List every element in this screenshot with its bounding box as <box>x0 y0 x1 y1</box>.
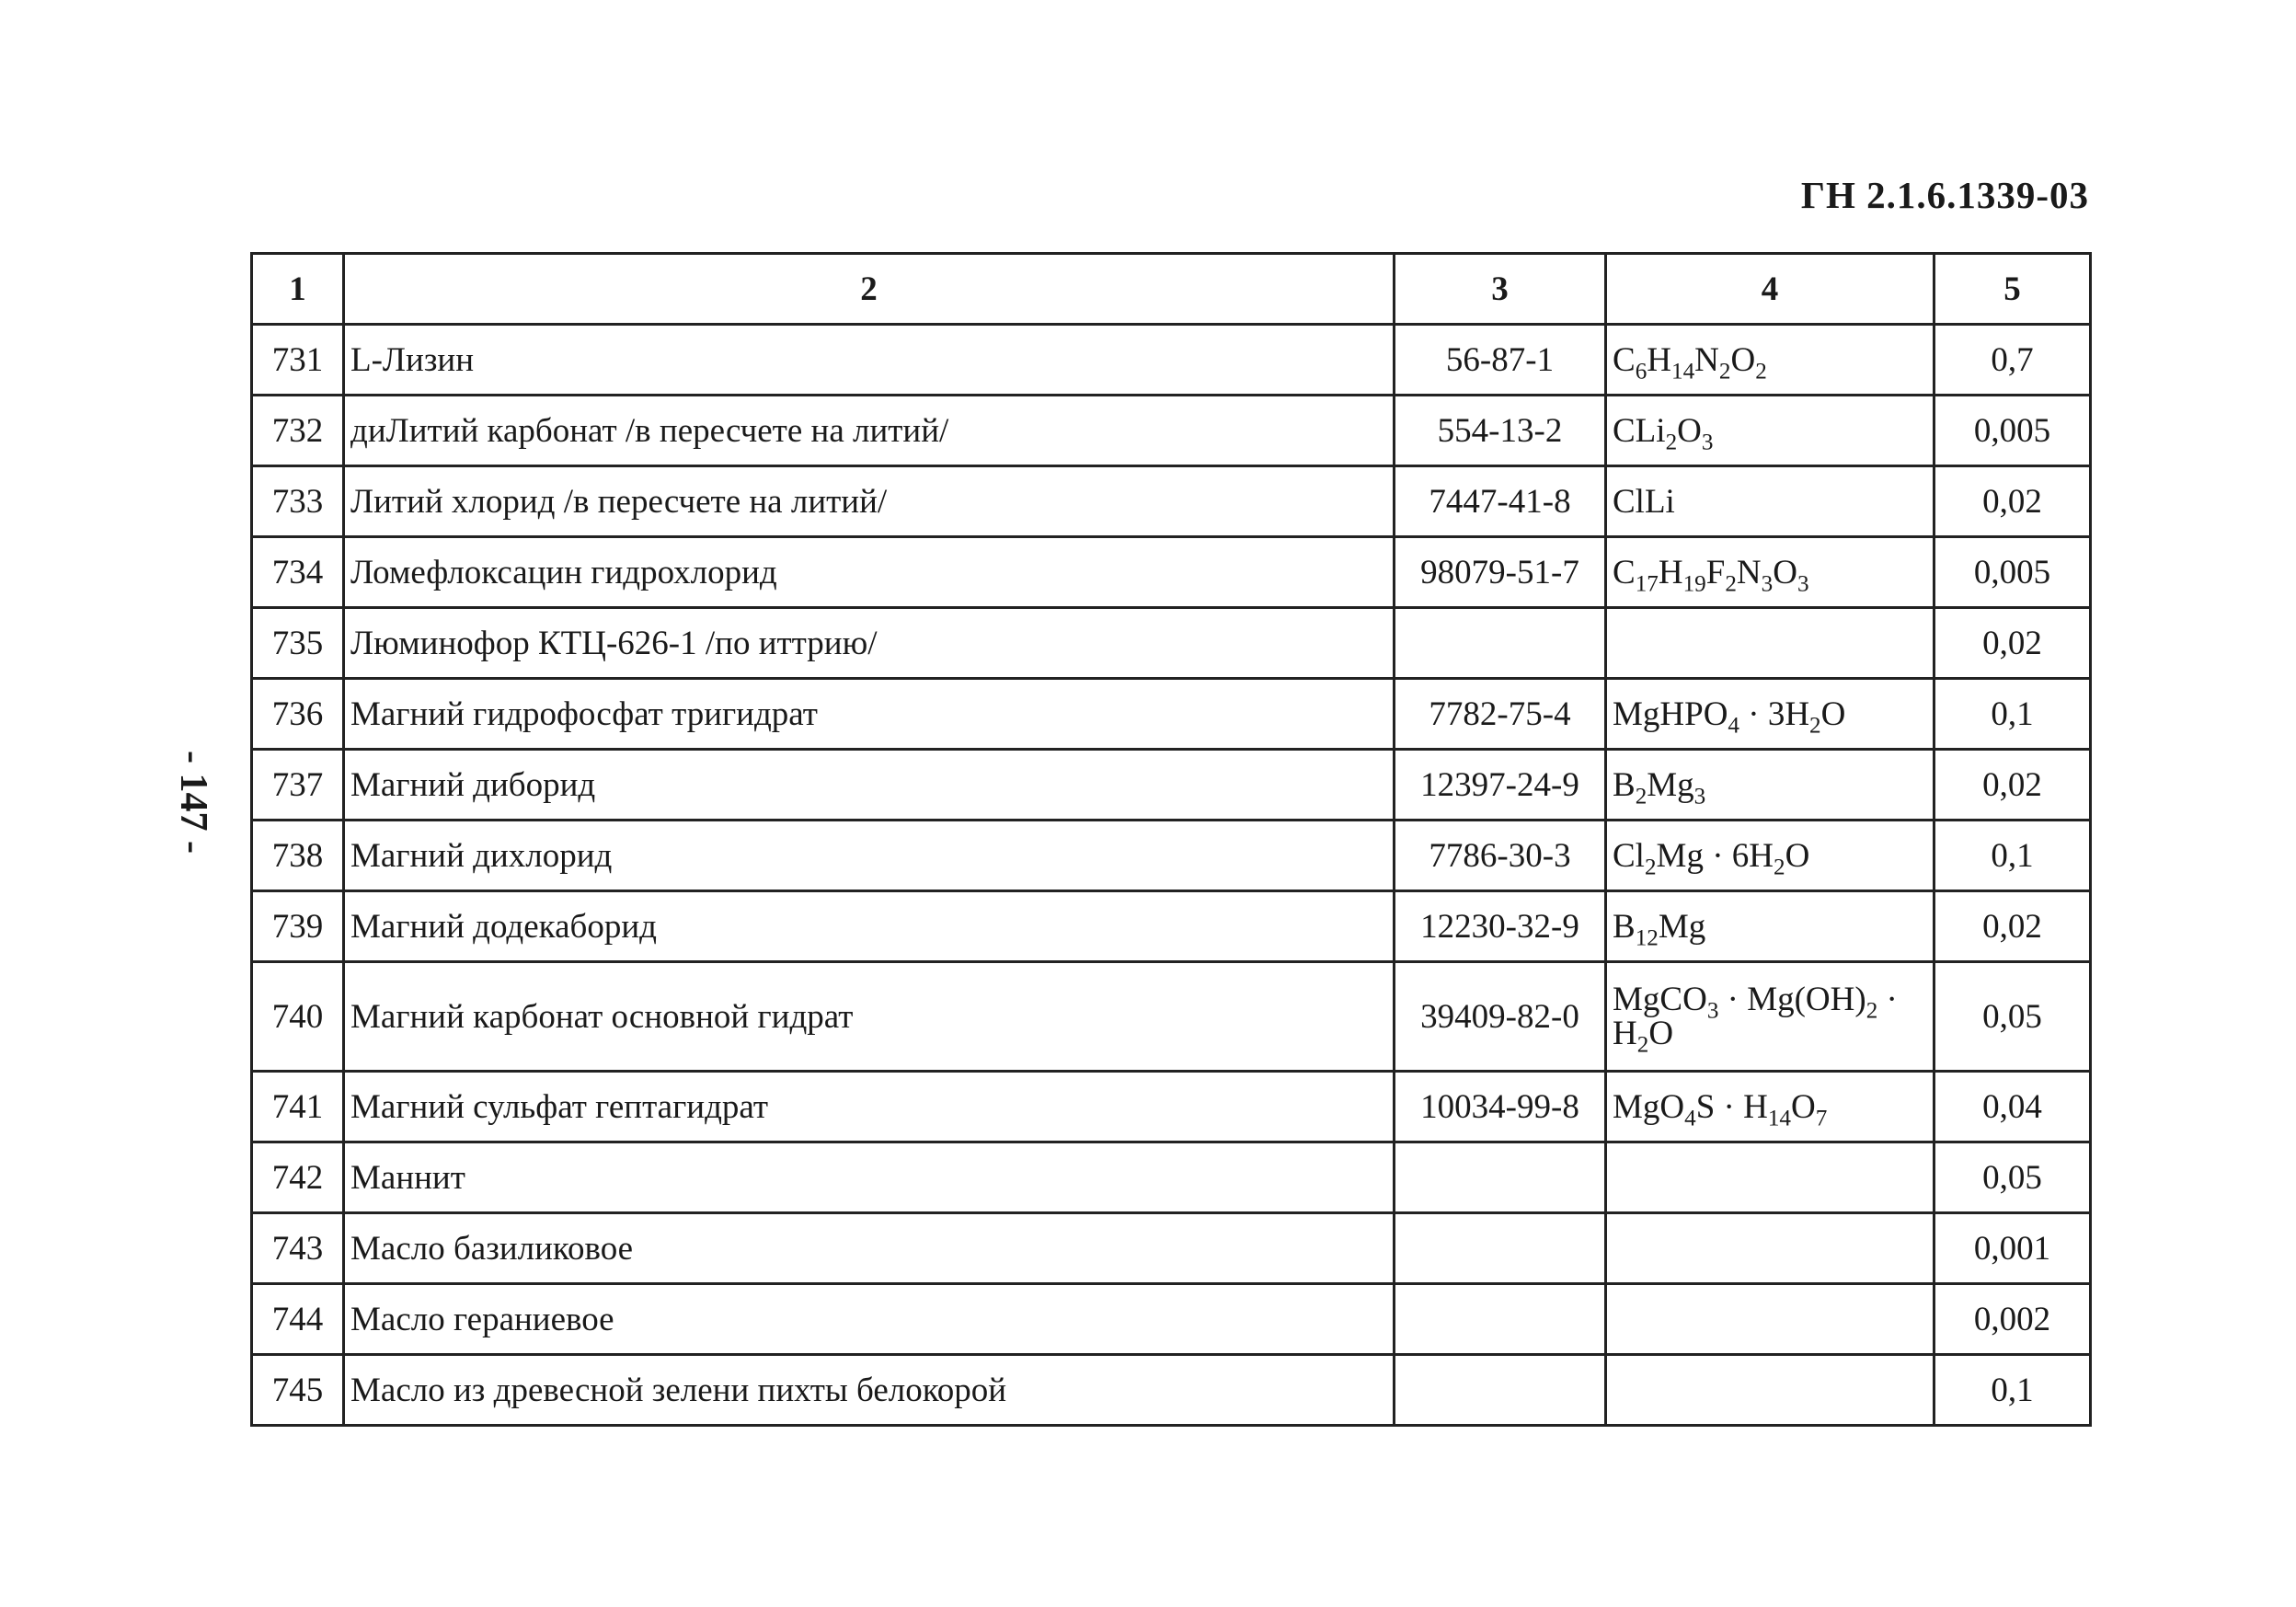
substance-name: Магний карбонат основной гидрат <box>344 962 1395 1072</box>
substance-name: Масло из древесной зелени пихты белокорой <box>344 1355 1395 1426</box>
limit-value: 0,1 <box>1934 821 2091 891</box>
cas-number <box>1395 1355 1606 1426</box>
chemical-formula <box>1606 1355 1934 1426</box>
substance-name: Магний сульфат гептагидрат <box>344 1072 1395 1142</box>
substance-name: Магний додекаборид <box>344 891 1395 962</box>
cas-number: 39409-82-0 <box>1395 962 1606 1072</box>
row-number: 739 <box>252 891 344 962</box>
limit-value: 0,005 <box>1934 537 2091 608</box>
cas-number <box>1395 1142 1606 1213</box>
chemical-formula: $B_{12}Mg$ <box>1606 891 1934 962</box>
chemical-formula: $Cl_2Mg \cdot 6H_2O$ <box>1606 821 1934 891</box>
table-body <box>252 325 2091 1426</box>
table-row <box>252 962 2091 1072</box>
row-number: 745 <box>252 1355 344 1426</box>
column-header: 5 <box>1934 254 2091 325</box>
row-number: 743 <box>252 1213 344 1284</box>
limit-value: 0,05 <box>1934 962 2091 1072</box>
cas-number: 7782-75-4 <box>1395 679 1606 750</box>
substance-name: Магний дихлорид <box>344 821 1395 891</box>
chemical-formula <box>1606 1213 1934 1284</box>
row-number: 735 <box>252 608 344 679</box>
chemical-formula: $C_6H_{14}N_2O_2$ <box>1606 325 1934 396</box>
substance-name: диЛитий карбонат /в пересчете на литий/ <box>344 396 1395 466</box>
row-number: 744 <box>252 1284 344 1355</box>
chemical-formula: $MgO_4S \cdot H_{14}O_7$ <box>1606 1072 1934 1142</box>
limit-value: 0,002 <box>1934 1284 2091 1355</box>
substance-name: Маннит <box>344 1142 1395 1213</box>
cas-number <box>1395 1284 1606 1355</box>
cas-number: 98079-51-7 <box>1395 537 1606 608</box>
table-row <box>252 1355 2091 1426</box>
limit-value: 0,02 <box>1934 891 2091 962</box>
column-header: 4 <box>1606 254 1934 325</box>
row-number: 742 <box>252 1142 344 1213</box>
row-number: 731 <box>252 325 344 396</box>
column-header: 1 <box>252 254 344 325</box>
substance-name: L-Лизин <box>344 325 1395 396</box>
table-row <box>252 1142 2091 1213</box>
table-row <box>252 1213 2091 1284</box>
limit-value: 0,1 <box>1934 679 2091 750</box>
document-code: ГН 2.1.6.1339-03 <box>1800 174 2089 216</box>
table-row <box>252 608 2091 679</box>
substance-name: Масло гераниевое <box>344 1284 1395 1355</box>
column-header: 2 <box>344 254 1395 325</box>
substance-name: Литий хлорид /в пересчете на литий/ <box>344 466 1395 537</box>
row-number: 740 <box>252 962 344 1072</box>
limit-value: 0,02 <box>1934 750 2091 821</box>
limit-value: 0,05 <box>1934 1142 2091 1213</box>
row-number: 736 <box>252 679 344 750</box>
substance-name: Магний диборид <box>344 750 1395 821</box>
cas-number: 12397-24-9 <box>1395 750 1606 821</box>
limit-value: 0,02 <box>1934 466 2091 537</box>
cas-number <box>1395 608 1606 679</box>
row-number: 741 <box>252 1072 344 1142</box>
limit-value: 0,04 <box>1934 1072 2091 1142</box>
table-row <box>252 679 2091 750</box>
chemical-formula: MgCO$_3$ · $Mg(OH)_2 \cdot H_2O$ <box>1606 962 1934 1072</box>
table-row <box>252 1072 2091 1142</box>
substances-table <box>250 252 2092 1427</box>
cas-number: 554-13-2 <box>1395 396 1606 466</box>
table-row <box>252 750 2091 821</box>
column-header: 3 <box>1395 254 1606 325</box>
chemical-formula: $C_{17}H_{19}F_2N_3O_3$ <box>1606 537 1934 608</box>
row-number: 734 <box>252 537 344 608</box>
table-row <box>252 891 2091 962</box>
table-header-row <box>252 254 2091 325</box>
substance-name: Масло базиликовое <box>344 1213 1395 1284</box>
cas-number: 10034-99-8 <box>1395 1072 1606 1142</box>
substance-name: Люминофор КТЦ-626-1 /по иттрию/ <box>344 608 1395 679</box>
row-number: 733 <box>252 466 344 537</box>
table-row <box>252 821 2091 891</box>
table-row <box>252 325 2091 396</box>
chemical-formula <box>1606 1142 1934 1213</box>
cas-number: 12230-32-9 <box>1395 891 1606 962</box>
cas-number: 56-87-1 <box>1395 325 1606 396</box>
limit-value: 0,001 <box>1934 1213 2091 1284</box>
limit-value: 0,005 <box>1934 396 2091 466</box>
cas-number: 7447-41-8 <box>1395 466 1606 537</box>
chemical-formula <box>1606 1284 1934 1355</box>
cas-number: 7786-30-3 <box>1395 821 1606 891</box>
table-row <box>252 537 2091 608</box>
chemical-formula: MgHPO$_4$ · $3H_2O$ <box>1606 679 1934 750</box>
page-number: - 147 - <box>172 751 214 854</box>
chemical-formula <box>1606 608 1934 679</box>
table-row <box>252 396 2091 466</box>
table-row <box>252 1284 2091 1355</box>
chemical-formula: ClLi <box>1606 466 1934 537</box>
substance-name: Ломефлоксацин гидрохлорид <box>344 537 1395 608</box>
limit-value: 0,7 <box>1934 325 2091 396</box>
row-number: 738 <box>252 821 344 891</box>
table-row <box>252 466 2091 537</box>
row-number: 732 <box>252 396 344 466</box>
limit-value: 0,02 <box>1934 608 2091 679</box>
substance-name: Магний гидрофосфат тригидрат <box>344 679 1395 750</box>
limit-value: 0,1 <box>1934 1355 2091 1426</box>
chemical-formula: $B_2Mg_3$ <box>1606 750 1934 821</box>
row-number: 737 <box>252 750 344 821</box>
chemical-formula: $CLi_2O_3$ <box>1606 396 1934 466</box>
cas-number <box>1395 1213 1606 1284</box>
